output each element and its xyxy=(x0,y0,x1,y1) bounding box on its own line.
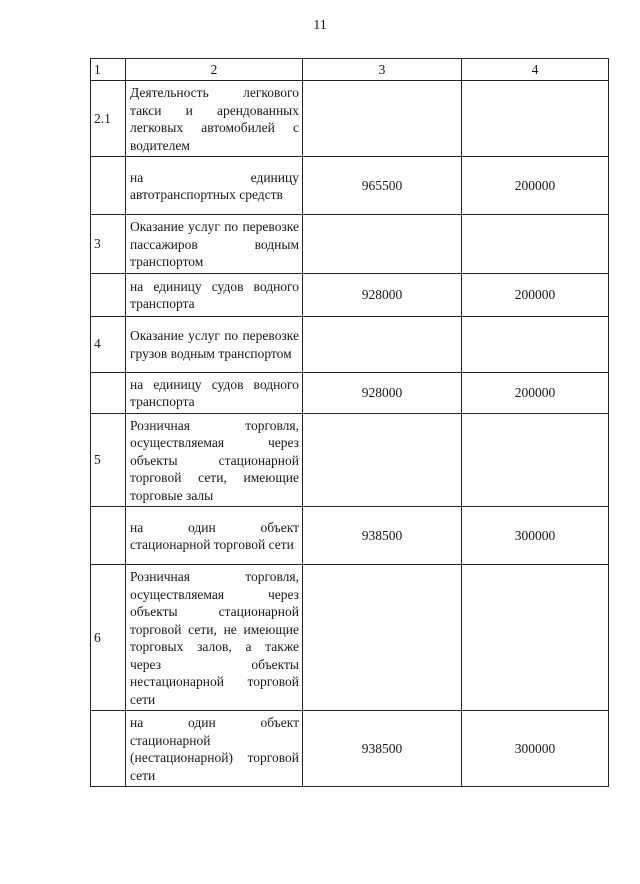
row-value-col4 xyxy=(462,316,609,372)
row-number: 2.1 xyxy=(91,81,126,157)
row-value-col4: 300000 xyxy=(462,507,609,565)
row-value-col4 xyxy=(462,215,609,274)
table-row xyxy=(91,273,609,316)
row-number xyxy=(91,372,126,413)
table-row xyxy=(91,316,609,372)
table-row xyxy=(91,215,609,274)
row-value-col4: 200000 xyxy=(462,157,609,215)
header-col-2: 2 xyxy=(126,59,303,81)
row-number: 4 xyxy=(91,316,126,372)
table-row xyxy=(91,565,609,711)
table-row xyxy=(91,81,609,157)
row-value-col4 xyxy=(462,81,609,157)
row-number xyxy=(91,711,126,787)
row-description: Деятельность легкового такси и арендованных легковых автомобилей с водителем xyxy=(126,81,303,157)
header-col-4: 4 xyxy=(462,59,609,81)
table-row xyxy=(91,711,609,787)
table-row xyxy=(91,157,609,215)
table-row xyxy=(91,413,609,507)
table-row xyxy=(91,372,609,413)
row-value-col3: 938500 xyxy=(303,507,462,565)
row-value-col3 xyxy=(303,316,462,372)
row-number xyxy=(91,273,126,316)
row-description: Розничная торговля, осуществляемая через объекты стационарной торговой сети, не имеющие торговых залов, а также через объекты нестационарной торговой сети xyxy=(126,565,303,711)
row-value-col4 xyxy=(462,565,609,711)
row-number: 3 xyxy=(91,215,126,274)
row-value-col3: 928000 xyxy=(303,273,462,316)
row-number xyxy=(91,157,126,215)
row-value-col4 xyxy=(462,413,609,507)
row-value-col3: 938500 xyxy=(303,711,462,787)
row-value-col4: 300000 xyxy=(462,711,609,787)
row-value-col3 xyxy=(303,565,462,711)
row-description: на один объект стационарной торговой сети xyxy=(126,507,303,565)
row-description: на единицу автотранспортных средств xyxy=(126,157,303,215)
row-number: 5 xyxy=(91,413,126,507)
row-description: Розничная торговля, осуществляемая через объекты стационарной торговой сети, имеющие торговые залы xyxy=(126,413,303,507)
table-row xyxy=(91,507,609,565)
row-value-col4: 200000 xyxy=(462,273,609,316)
row-number xyxy=(91,507,126,565)
row-value-col3: 928000 xyxy=(303,372,462,413)
row-description: Оказание услуг по перевозке пассажиров водным транспортом xyxy=(126,215,303,274)
tariff-table xyxy=(90,58,609,787)
row-value-col3 xyxy=(303,215,462,274)
row-description: на один объект стационарной (нестационарной) торговой сети xyxy=(126,711,303,787)
row-value-col3 xyxy=(303,81,462,157)
page-number: 11 xyxy=(313,18,327,33)
header-col-1: 1 xyxy=(91,59,126,81)
row-number: 6 xyxy=(91,565,126,711)
row-value-col3: 965500 xyxy=(303,157,462,215)
table-header-row xyxy=(91,59,609,81)
header-col-3: 3 xyxy=(303,59,462,81)
row-description: Оказание услуг по перевозке грузов водным транспортом xyxy=(126,316,303,372)
row-value-col3 xyxy=(303,413,462,507)
row-description: на единицу судов водного транспорта xyxy=(126,372,303,413)
row-description: на единицу судов водного транспорта xyxy=(126,273,303,316)
row-value-col4: 200000 xyxy=(462,372,609,413)
